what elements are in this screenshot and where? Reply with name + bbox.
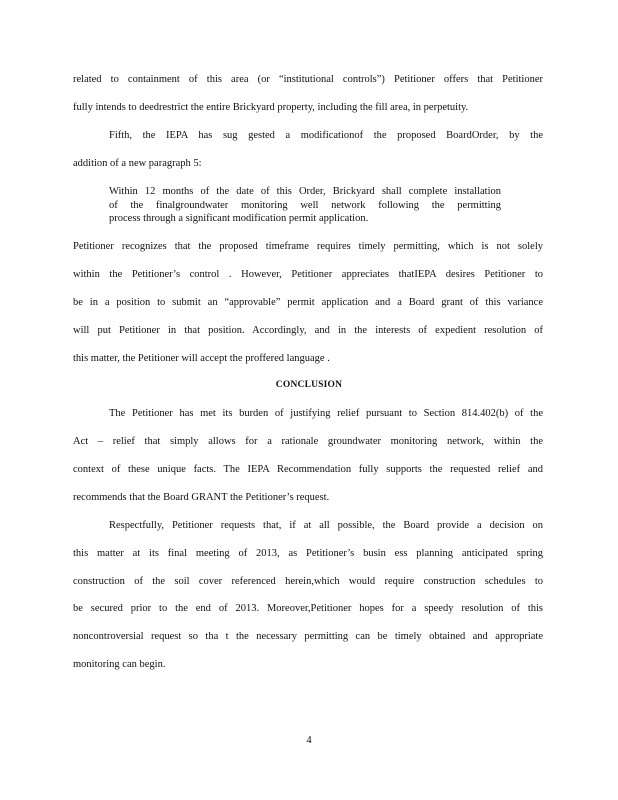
page-number: 4 xyxy=(306,735,312,746)
section-heading: CONCLUSION xyxy=(275,380,343,390)
paragraph-5-line-6: monitoring can begin. xyxy=(73,659,166,670)
quote-line-3: process through a significant modification permit application. xyxy=(109,213,369,224)
paragraph-3-line-5: this matter, the Petitioner will accept the proffered language . xyxy=(73,353,330,364)
paragraph-5-line-2: this matter at its final meeting of 2013, as Petitioner’s busin ess planning anticipated spring xyxy=(73,548,543,559)
paragraph-5-line-1: Respectfully, Petitioner requests that, if at all possible, the Board provide a decision on xyxy=(109,520,543,531)
paragraph-3-line-4: will put Petitioner in that position. Accordingly, and in the interests of expedient resolution of xyxy=(73,325,543,336)
paragraph-4-line-4: recommends that the Board GRANT the Petitioner’s request. xyxy=(73,492,330,503)
paragraph-3-line-3: be in a position to submit an “approvable” permit application and a Board grant of this variance xyxy=(73,297,543,308)
paragraph-2-line-2: addition of a new paragraph 5: xyxy=(73,158,202,169)
paragraph-5-line-3: construction of the soil cover referenced herein,which would require construction schedules to xyxy=(73,576,543,587)
paragraph-2-line-1: Fifth, the IEPA has sug gested a modificationof the proposed BoardOrder, by the xyxy=(109,130,543,141)
paragraph-1-line-2: fully intends to deedrestrict the entire Brickyard property, including the fill area, in perpetuity. xyxy=(73,102,469,113)
paragraph-3-line-1: Petitioner recognizes that the proposed timeframe requires timely permitting, which is not solely xyxy=(73,241,543,252)
paragraph-4-line-2: Act – relief that simply allows for a rationale groundwater monitoring network, within the xyxy=(73,436,543,447)
paragraph-4-line-3: context of these unique facts. The IEPA Recommendation fully supports the requested relief and xyxy=(73,464,543,475)
paragraph-5-line-4: be secured prior to the end of 2013. Moreover,Petitioner hopes for a speedy resolution of this xyxy=(73,603,543,614)
paragraph-1-line-1: related to containment of this area (or “institutional controls”) Petitioner offers that Petitioner xyxy=(73,74,543,85)
paragraph-3-line-2: within the Petitioner’s control . However, Petitioner appreciates thatIEPA desires Petitioner to xyxy=(73,269,543,280)
quote-line-1: Within 12 months of the date of this Order, Brickyard shall complete installation xyxy=(109,186,501,197)
paragraph-4-line-1: The Petitioner has met its burden of justifying relief pursuant to Section 814.402(b) of the xyxy=(109,408,543,419)
paragraph-5-line-5: noncontroversial request so tha t the necessary permitting can be timely obtained and appropriate xyxy=(73,631,543,642)
quote-line-2: of the finalgroundwater monitoring well network following the permitting xyxy=(109,200,501,211)
